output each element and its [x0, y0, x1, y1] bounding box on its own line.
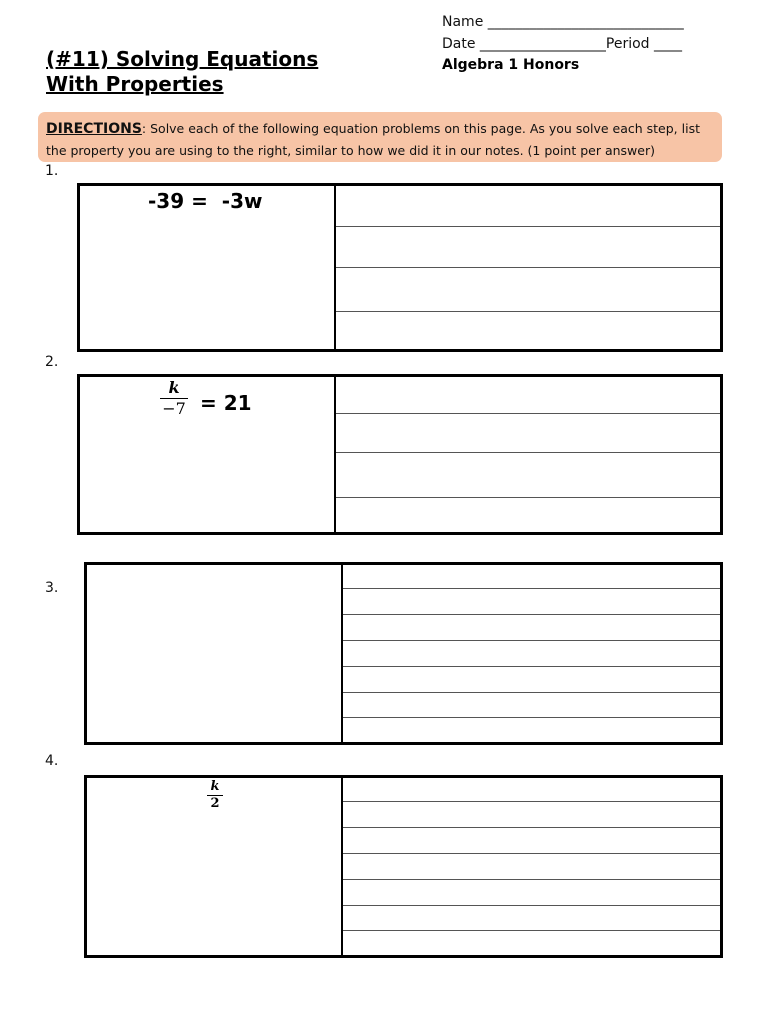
- name-field[interactable]: Name ____________________________: [442, 14, 684, 30]
- problem-1-property-column[interactable]: [336, 186, 720, 349]
- problem-4-table: [84, 775, 723, 958]
- property-row[interactable]: [343, 640, 720, 641]
- property-row[interactable]: [343, 930, 720, 931]
- course-name: Algebra 1 Honors: [442, 57, 580, 73]
- property-row[interactable]: [343, 879, 720, 880]
- problem-3-table: [84, 562, 723, 745]
- property-row[interactable]: [336, 311, 720, 312]
- property-row[interactable]: [343, 905, 720, 906]
- property-row[interactable]: [336, 226, 720, 227]
- problem-2-fraction: [160, 378, 188, 419]
- problem-2-equation-rhs: = 21: [200, 391, 252, 415]
- problem-2-property-column[interactable]: [336, 377, 720, 532]
- directions-label: DIRECTIONS: [46, 121, 142, 137]
- worksheet-title: [46, 47, 318, 97]
- problem-4-property-column[interactable]: [343, 778, 720, 955]
- problem-2-table: [77, 374, 723, 535]
- problem-2-work-area[interactable]: [80, 377, 336, 532]
- date-period-field[interactable]: Date __________________Period ____: [442, 36, 683, 52]
- problem-3-property-column[interactable]: [343, 565, 720, 742]
- property-row[interactable]: [336, 267, 720, 268]
- property-row[interactable]: [343, 588, 720, 589]
- title-line-2: With Properties: [46, 72, 224, 96]
- property-row[interactable]: [343, 717, 720, 718]
- problem-4-number: 4.: [45, 753, 59, 769]
- problem-1-equation: -39 = -3w: [148, 189, 263, 213]
- property-row[interactable]: [343, 666, 720, 667]
- directions-box: [38, 112, 722, 162]
- fraction-denominator: −7: [162, 399, 186, 418]
- fraction-numerator: k: [168, 378, 180, 397]
- fraction-denominator: 2: [210, 796, 220, 811]
- problem-3-work-area[interactable]: [87, 565, 343, 742]
- problem-1-table: [77, 183, 723, 352]
- problem-4-work-area[interactable]: [87, 778, 343, 955]
- property-row[interactable]: [343, 827, 720, 828]
- property-row[interactable]: [336, 413, 720, 414]
- property-row[interactable]: [336, 497, 720, 498]
- problem-4-fraction: [207, 779, 223, 812]
- directions-text: : Solve each of the following equation problems on this page. As you solve each step, list the property you are using to the right, similar to how we did it in our notes. (1 point per answer): [46, 121, 700, 158]
- problem-1-work-area[interactable]: [80, 186, 336, 349]
- property-row[interactable]: [343, 692, 720, 693]
- property-row[interactable]: [343, 614, 720, 615]
- property-row[interactable]: [343, 853, 720, 854]
- problem-2-number: 2.: [45, 354, 59, 370]
- property-row[interactable]: [343, 801, 720, 802]
- problem-1-number: 1.: [45, 163, 59, 179]
- problem-3-number: 3.: [45, 580, 59, 596]
- property-row[interactable]: [336, 452, 720, 453]
- fraction-numerator: k: [210, 779, 220, 794]
- title-line-1: (#11) Solving Equations: [46, 47, 319, 71]
